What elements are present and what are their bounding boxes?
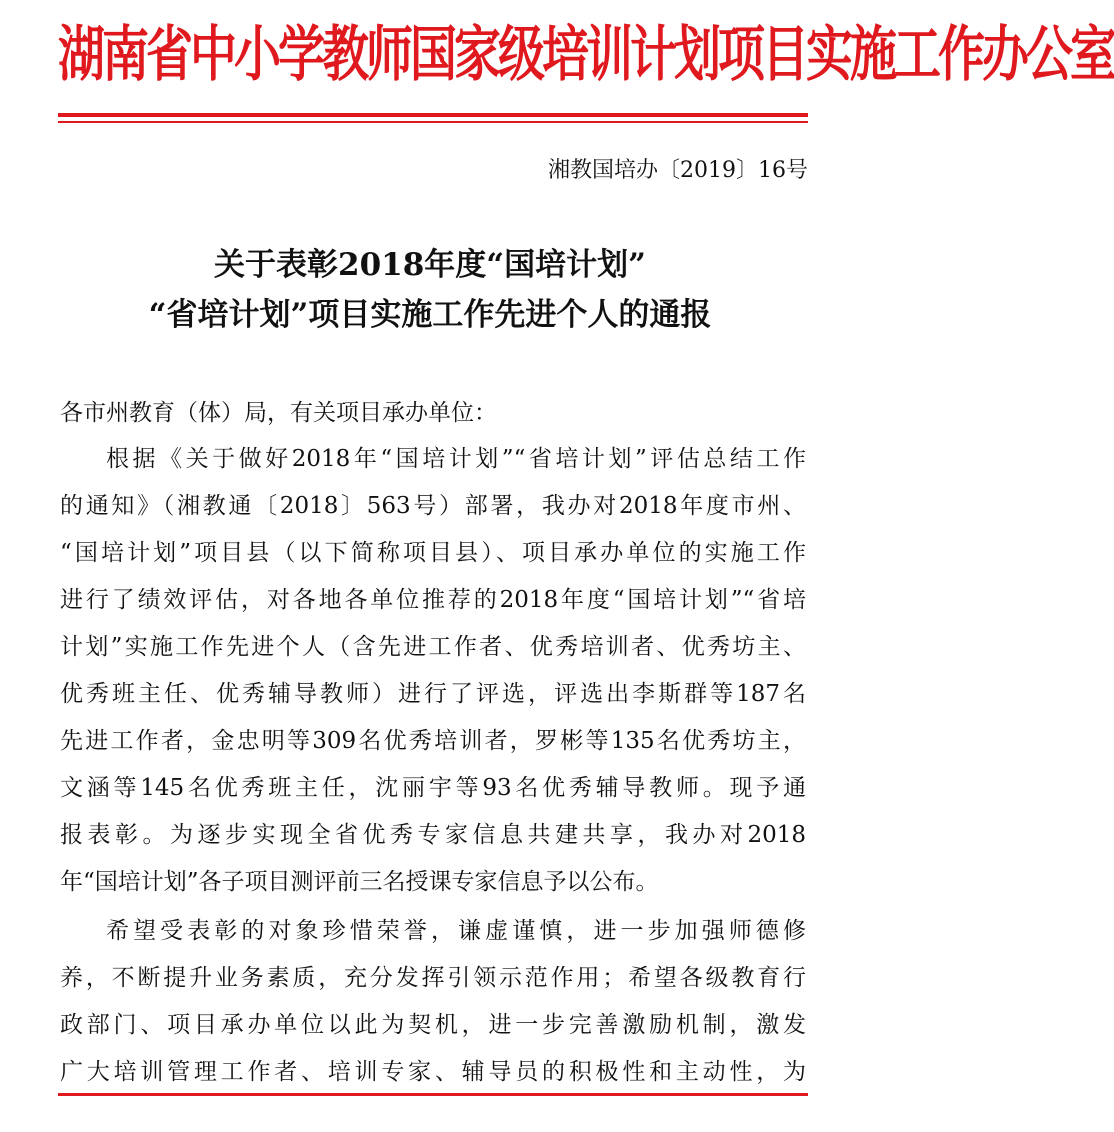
header-red-rule-thick xyxy=(58,113,808,117)
paragraph-line: 先进工作者，金忠明等309名优秀培训者，罗彬等135名优秀坊主， xyxy=(60,728,806,754)
red-underline-rule xyxy=(58,1093,808,1096)
paragraph-line: 文涵等145名优秀班主任，沈丽宇等93名优秀辅导教师。现予通 xyxy=(60,775,806,801)
document-title-line-1: 关于表彰2018年度“国培计划” xyxy=(214,247,646,283)
document-number: 湘教国培办〔2019〕16号 xyxy=(548,158,808,183)
paragraph-line: 进行了绩效评估，对各地各单位推荐的2018年度“国培计划”“省培 xyxy=(60,587,806,613)
issuing-office-header: 湖南省中小学教师国家级培训计划项目实施工作办公室 xyxy=(58,20,1114,91)
paragraph-line: 报表彰。为逐步实现全省优秀专家信息共建共享，我办对2018 xyxy=(60,822,806,848)
document-title-line-2: “省培计划”项目实施工作先进个人的通报 xyxy=(148,297,712,333)
paragraph-line: 希望受表彰的对象珍惜荣誉，谦虚谨慎，进一步加强师德修 xyxy=(106,918,806,944)
paragraph-line: 广大培训管理工作者、培训专家、辅导员的积极性和主动性，为 xyxy=(60,1059,806,1085)
paragraph-line: 计划”实施工作先进个人（含先进工作者、优秀培训者、优秀坊主、 xyxy=(60,634,806,660)
header-red-rule-thin xyxy=(58,121,808,123)
salutation: 各市州教育（体）局，有关项目承办单位： xyxy=(60,400,497,426)
paragraph-line: 优秀班主任、优秀辅导教师）进行了评选，评选出李斯群等187名 xyxy=(60,681,806,707)
paragraph-line: 养，不断提升业务素质，充分发挥引领示范作用；希望各级教育行 xyxy=(60,965,806,991)
paragraph-line: 根据《关于做好2018年“国培计划”“省培计划”评估总结工作 xyxy=(106,446,806,472)
paragraph-line: 政部门、项目承办单位以此为契机，进一步完善激励机制，激发 xyxy=(60,1012,806,1038)
paragraph-line: 的通知》（湘教通〔2018〕563号）部署，我办对2018年度市州、 xyxy=(60,493,806,519)
paragraph-line: “国培计划”项目县（以下简称项目县）、项目承办单位的实施工作 xyxy=(60,540,806,566)
paragraph-line: 年“国培计划”各子项目测评前三名授课专家信息予以公布。 xyxy=(60,869,659,895)
